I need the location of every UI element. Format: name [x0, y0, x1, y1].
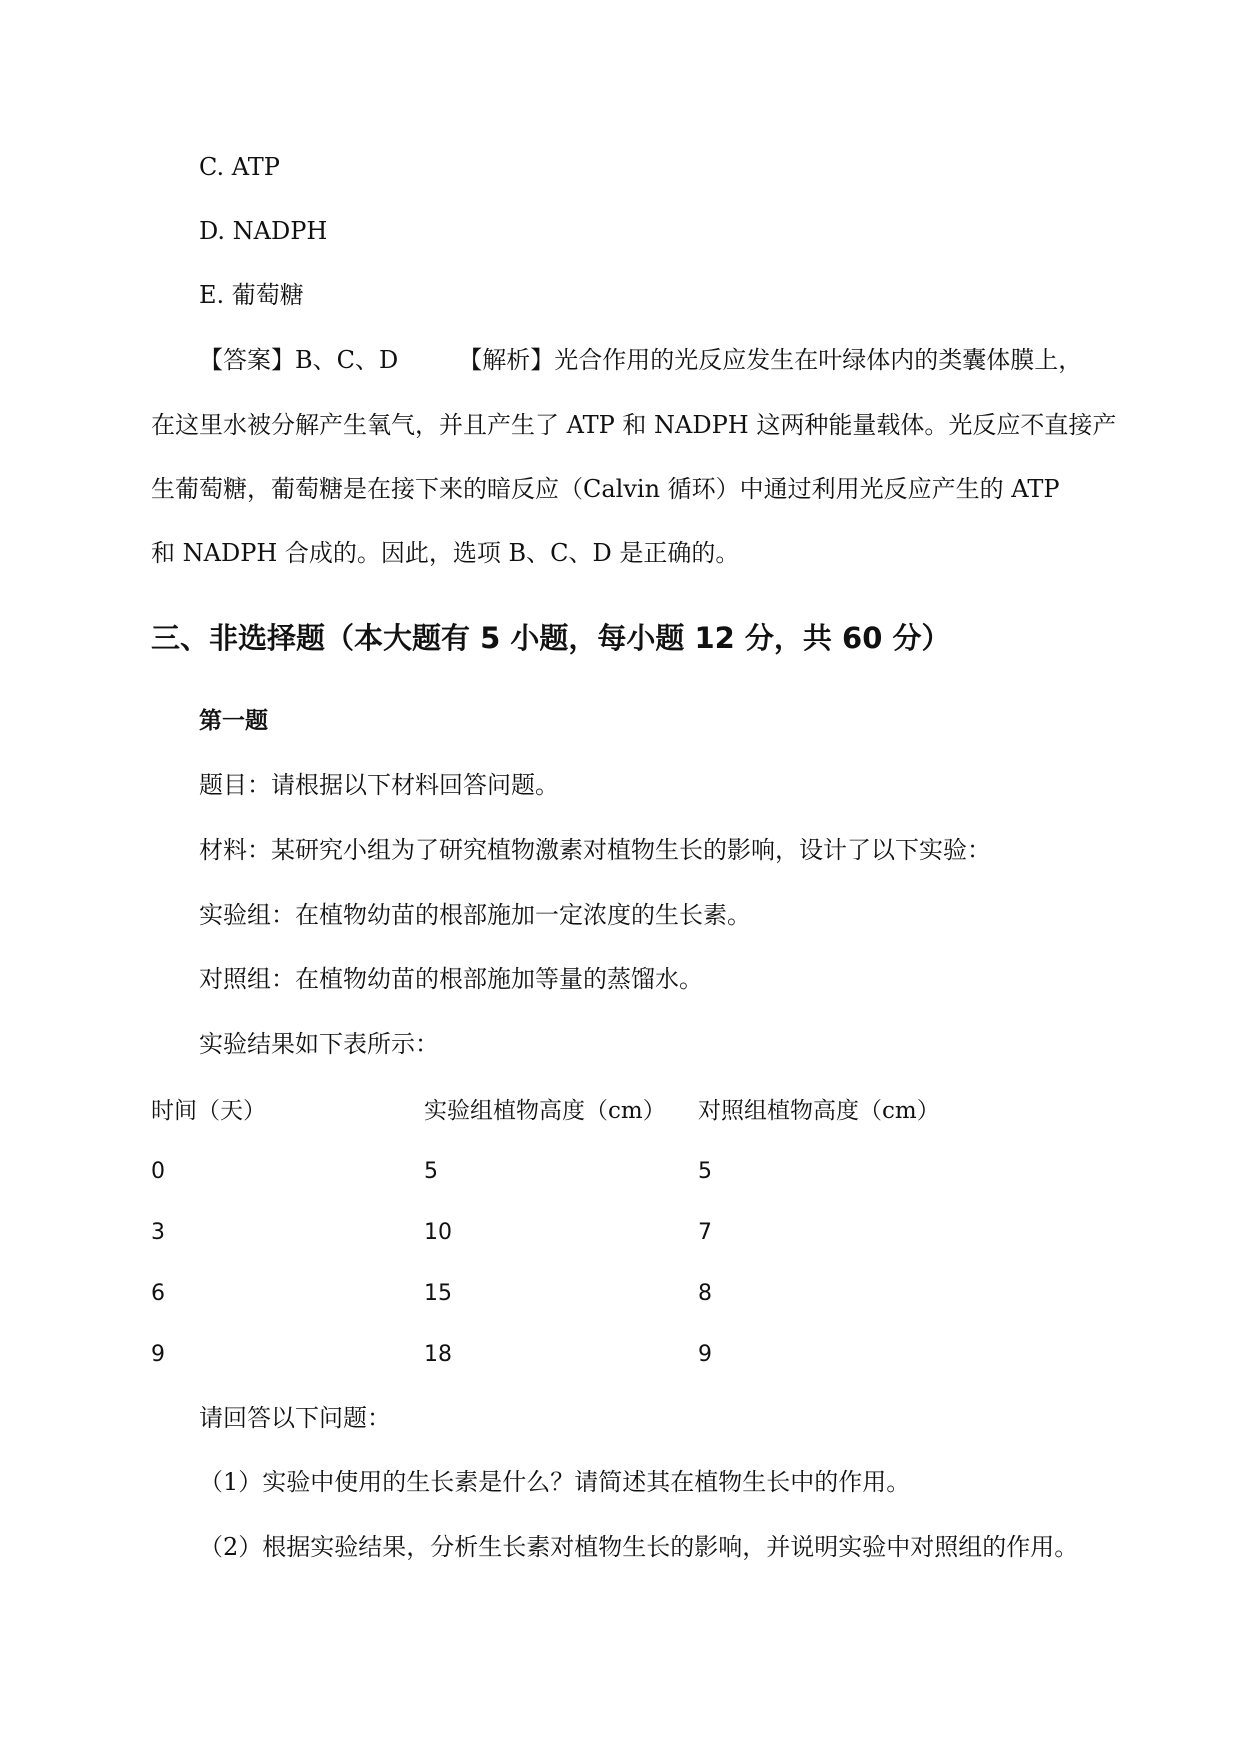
experimental-group: 实验组：在植物幼苗的根部施加一定浓度的生长素。	[199, 901, 751, 929]
analysis-line-1: 【解析】光合作用的光反应发生在叶绿体内的类囊体膜上，	[458, 346, 1083, 374]
results-table	[151, 1096, 1051, 1401]
header-experimental: 实验组植物高度（cm）	[424, 1098, 666, 1124]
table-row	[151, 1218, 1051, 1279]
header-control: 对照组植物高度（cm）	[698, 1098, 940, 1124]
sub-question-2: （2）根据实验结果，分析生长素对植物生长的影响，并说明实验中对照组的作用。	[199, 1533, 1079, 1561]
cell-time: 6	[151, 1281, 165, 1306]
cell-experimental: 18	[424, 1342, 452, 1367]
cell-control: 9	[698, 1342, 712, 1367]
option-d: D. NADPH	[199, 217, 328, 245]
table-row	[151, 1340, 1051, 1401]
option-c: C. ATP	[199, 153, 280, 181]
cell-experimental: 10	[424, 1220, 452, 1245]
header-time: 时间（天）	[151, 1098, 266, 1124]
analysis-line-3: 生葡萄糖，葡萄糖是在接下来的暗反应（Calvin 循环）中通过利用光反应产生的 ATP	[151, 475, 1060, 503]
table-header-row	[151, 1096, 1051, 1157]
cell-control: 5	[698, 1159, 712, 1184]
result-intro: 实验结果如下表所示：	[199, 1030, 439, 1058]
answer-text: 【答案】B、C、D	[199, 346, 399, 374]
table-row	[151, 1279, 1051, 1340]
section-title: 三、非选择题（本大题有 5 小题，每小题 12 分，共 60 分）	[151, 621, 951, 655]
table-row	[151, 1157, 1051, 1218]
control-group: 对照组：在植物幼苗的根部施加等量的蒸馏水。	[199, 965, 703, 993]
cell-experimental: 15	[424, 1281, 452, 1306]
cell-time: 9	[151, 1342, 165, 1367]
question-material: 材料：某研究小组为了研究植物激素对植物生长的影响，设计了以下实验：	[199, 836, 991, 864]
cell-control: 8	[698, 1281, 712, 1306]
sub-question-1: （1）实验中使用的生长素是什么？请简述其在植物生长中的作用。	[199, 1468, 911, 1496]
question-heading: 第一题	[199, 708, 268, 734]
cell-time: 3	[151, 1220, 165, 1245]
cell-control: 7	[698, 1220, 712, 1245]
analysis-line-4: 和 NADPH 合成的。因此，选项 B、C、D 是正确的。	[151, 539, 740, 567]
question-ask: 请回答以下问题：	[199, 1404, 391, 1432]
cell-experimental: 5	[424, 1159, 438, 1184]
answer-line	[199, 345, 1082, 375]
cell-time: 0	[151, 1159, 165, 1184]
analysis-line-2: 在这里水被分解产生氧气，并且产生了 ATP 和 NADPH 这两种能量载体。光反应不直接产	[151, 411, 1117, 439]
option-e: E. 葡萄糖	[199, 281, 304, 309]
question-prompt: 题目：请根据以下材料回答问题。	[199, 771, 559, 799]
